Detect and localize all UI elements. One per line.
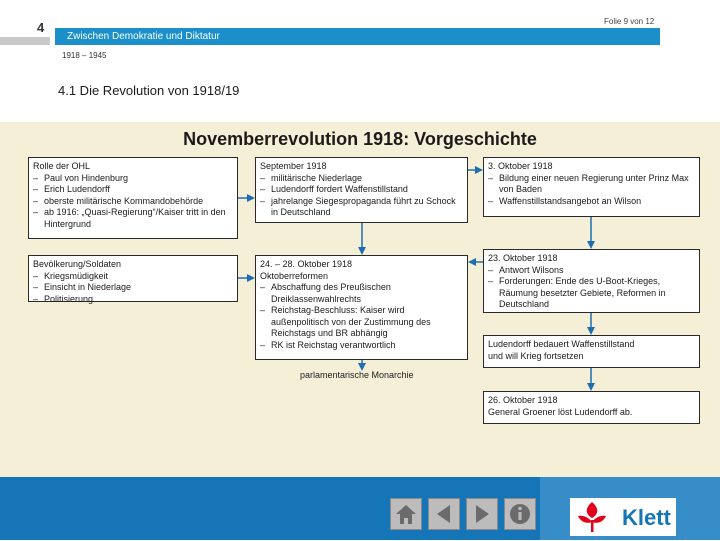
september-item: – militärische Niederlage (260, 173, 463, 185)
population-item: – Einsicht in Niederlage (33, 282, 233, 294)
population-heading: Bevölkerung/Soldaten (33, 259, 122, 269)
section-title: 4.1 Die Revolution von 1918/19 (58, 83, 240, 98)
october-reforms-item: – RK ist Reichstag verantwortlich (260, 340, 463, 352)
home-button[interactable] (390, 498, 422, 530)
september-item: – jahrelange Siegespropaganda führt zu Schock in Deutschland (260, 196, 463, 219)
ludendorff-line: Ludendorff bedauert Waffenstillstand (488, 339, 635, 349)
ohl-heading: Rolle der OHL (33, 161, 91, 171)
home-icon (391, 499, 421, 529)
population-item: – Kriegsmüdigkeit (33, 271, 233, 283)
info-button[interactable] (504, 498, 536, 530)
back-icon (429, 499, 459, 529)
forward-button[interactable] (466, 498, 498, 530)
page-number: 4 (37, 20, 45, 35)
slide-title: Novemberrevolution 1918: Vorgeschichte (183, 129, 537, 149)
september-heading: September 1918 (260, 161, 327, 171)
october3-item: – Bildung einer neuen Regierung unter Prinz Max von Baden (488, 173, 695, 196)
ohl-item: – ab 1916: „Quasi-Regierung“/Kaiser tritt in den Hintergrund (33, 207, 233, 230)
october-reforms-subheading: Oktoberreformen (260, 270, 329, 281)
october23-heading: 23. Oktober 1918 (488, 253, 558, 263)
october3-item: – Waffenstillstandsangebot an Wilson (488, 196, 695, 208)
ludendorff-line: und will Krieg fortsetzen (488, 350, 584, 361)
chapter-title: Zwischen Demokratie und Diktatur (67, 31, 220, 42)
october23-item: – Forderungen: Ende des U-Boot-Krieges, Räumung besetzter Gebiete, Reformen in Deutschland (488, 276, 695, 311)
parliamentary-monarchy-label: parlamentarische Monarchie (300, 370, 414, 380)
ohl-item: – oberste militärische Kommandobehörde (33, 196, 233, 208)
october-reforms-item: – Reichstag-Beschluss: Kaiser wird außenpolitisch von der Zustimmung des Reichstags und BR abhängig (260, 305, 463, 340)
klett-brand: Klett (622, 505, 671, 530)
info-icon (505, 499, 535, 529)
back-button[interactable] (428, 498, 460, 530)
october3-heading: 3. Oktober 1918 (488, 161, 553, 171)
october26-text: General Groener löst Ludendorff ab. (488, 406, 633, 417)
october-reforms-heading: 24. – 28. Oktober 1918 (260, 259, 353, 269)
slide-counter: Folie 9 von 12 (604, 17, 655, 26)
population-item: – Politisierung (33, 294, 233, 306)
ohl-item: – Erich Ludendorff (33, 184, 233, 196)
october26-heading: 26. Oktober 1918 (488, 395, 558, 405)
forward-icon (467, 499, 497, 529)
october23-item: – Antwort Wilsons (488, 265, 695, 277)
period-label: 1918 – 1945 (62, 51, 107, 60)
ohl-item: – Paul von Hindenburg (33, 173, 233, 185)
klett-emblem-icon (570, 498, 620, 536)
september-item: – Ludendorff fordert Waffenstillstand (260, 184, 463, 196)
october-reforms-item: – Abschaffung des Preußischen Dreiklassenwahlrechts (260, 282, 463, 305)
